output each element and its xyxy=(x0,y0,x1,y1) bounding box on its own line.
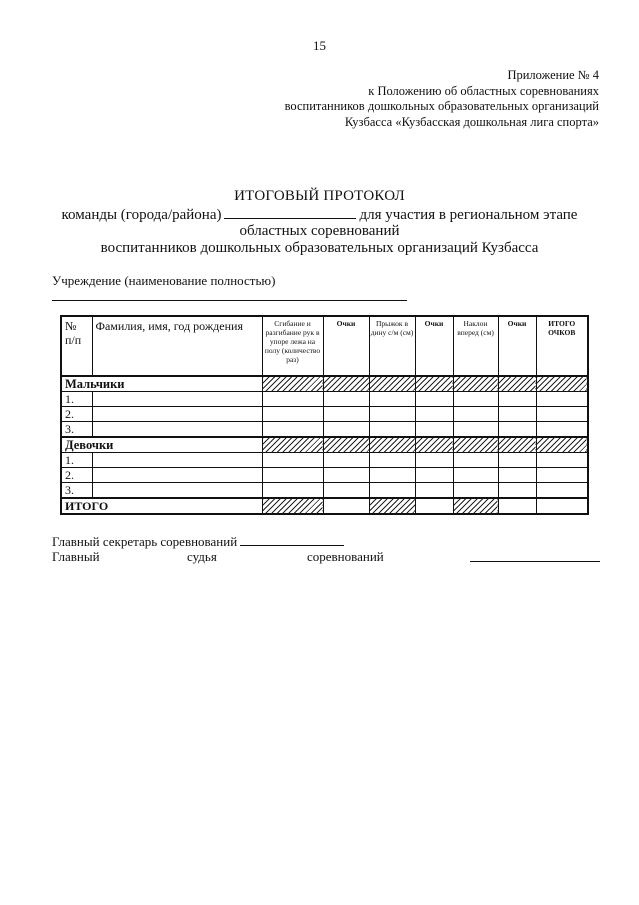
row-number: 2. xyxy=(61,407,92,422)
hatched-cell xyxy=(415,437,453,453)
name-cell[interactable] xyxy=(92,422,262,438)
hatched-cell xyxy=(415,376,453,392)
points-cell[interactable] xyxy=(415,498,453,514)
points-cell[interactable] xyxy=(498,407,536,422)
name-cell[interactable] xyxy=(92,453,262,468)
header-jump: Прыжок в дину с/м (см) xyxy=(369,316,415,376)
name-cell[interactable] xyxy=(92,468,262,483)
total-cell[interactable] xyxy=(536,468,588,483)
hatched-cell xyxy=(369,376,415,392)
table-row xyxy=(61,483,588,499)
total-cell[interactable] xyxy=(536,498,588,514)
hatched-cell xyxy=(323,376,369,392)
institution-blank-field[interactable] xyxy=(52,300,407,301)
bend-cell[interactable] xyxy=(262,407,323,422)
total-cell[interactable] xyxy=(536,407,588,422)
points-cell[interactable] xyxy=(498,392,536,407)
appendix-line: Кузбасса «Кузбасская дошкольная лига спорта» xyxy=(344,114,599,129)
points-cell[interactable] xyxy=(323,483,369,499)
tilt-cell[interactable] xyxy=(453,453,498,468)
row-number: 1. xyxy=(61,453,92,468)
points-cell[interactable] xyxy=(415,392,453,407)
points-cell[interactable] xyxy=(498,453,536,468)
hatched-cell xyxy=(262,376,323,392)
judge-label-word: судья xyxy=(187,549,217,564)
total-cell[interactable] xyxy=(536,392,588,407)
points-cell[interactable] xyxy=(323,453,369,468)
title-line-pupils: воспитанников дошкольных образовательных организаций Кузбасса xyxy=(100,240,539,256)
header-row xyxy=(61,316,588,376)
table-row xyxy=(61,422,588,438)
judge-label-word: Главный xyxy=(52,549,100,564)
total-cell[interactable] xyxy=(536,483,588,499)
jump-cell[interactable] xyxy=(369,483,415,499)
bend-cell[interactable] xyxy=(262,422,323,438)
table-row xyxy=(61,468,588,483)
row-number: 2. xyxy=(61,468,92,483)
table-row xyxy=(61,392,588,407)
appendix-line: к Положению об областных соревнованиях xyxy=(368,83,599,98)
points-cell[interactable] xyxy=(323,392,369,407)
tilt-cell[interactable] xyxy=(453,468,498,483)
tilt-cell[interactable] xyxy=(453,422,498,438)
title-team-suffix: для участия в региональном этапе xyxy=(359,207,578,223)
total-row xyxy=(61,498,588,514)
points-cell[interactable] xyxy=(415,453,453,468)
points-cell[interactable] xyxy=(498,422,536,438)
header-tilt: Наклон вперед (см) xyxy=(453,316,498,376)
hatched-cell xyxy=(262,498,323,514)
points-cell[interactable] xyxy=(323,468,369,483)
section-girls-label: Девочки xyxy=(61,437,262,453)
hatched-cell xyxy=(453,498,498,514)
hatched-cell xyxy=(453,437,498,453)
appendix-line: Приложение № 4 xyxy=(507,68,599,82)
bend-cell[interactable] xyxy=(262,392,323,407)
judge-blank-field[interactable] xyxy=(470,561,600,562)
name-cell[interactable] xyxy=(92,407,262,422)
total-cell[interactable] xyxy=(536,453,588,468)
hatched-cell xyxy=(498,437,536,453)
hatched-cell xyxy=(262,437,323,453)
title-line-team xyxy=(0,206,639,224)
tilt-cell[interactable] xyxy=(453,483,498,499)
points-cell[interactable] xyxy=(498,483,536,499)
title-team-prefix: команды (города/района) xyxy=(61,207,222,223)
points-cell[interactable] xyxy=(415,422,453,438)
row-number: 1. xyxy=(61,392,92,407)
header-points: Очки xyxy=(498,316,536,376)
points-cell[interactable] xyxy=(498,468,536,483)
secretary-signature-line xyxy=(52,534,344,550)
hatched-cell xyxy=(536,376,588,392)
table-row xyxy=(61,407,588,422)
secretary-blank-field[interactable] xyxy=(240,534,344,546)
tilt-cell[interactable] xyxy=(453,392,498,407)
hatched-cell xyxy=(498,376,536,392)
title-line-competitions: областных соревнований xyxy=(239,223,400,239)
jump-cell[interactable] xyxy=(369,422,415,438)
bend-cell[interactable] xyxy=(262,468,323,483)
header-points: Очки xyxy=(323,316,369,376)
appendix-block xyxy=(285,68,599,130)
hatched-cell xyxy=(323,437,369,453)
header-points: Очки xyxy=(415,316,453,376)
hatched-cell xyxy=(369,498,415,514)
page-number: 15 xyxy=(313,38,326,53)
total-cell[interactable] xyxy=(536,422,588,438)
header-bend: Сгибание и разгибание рук в упоре лежа на полу (количество раз) xyxy=(262,316,323,376)
points-cell[interactable] xyxy=(323,407,369,422)
points-cell[interactable] xyxy=(498,498,536,514)
institution-label: Учреждение (наименование полностью) xyxy=(52,273,276,288)
points-cell[interactable] xyxy=(323,422,369,438)
name-cell[interactable] xyxy=(92,483,262,499)
name-cell[interactable] xyxy=(92,392,262,407)
points-cell[interactable] xyxy=(415,468,453,483)
header-total: ИТОГО ОЧКОВ xyxy=(536,316,588,376)
section-girls-row xyxy=(61,437,588,453)
judge-label-word: соревнований xyxy=(307,549,384,564)
table-row xyxy=(61,453,588,468)
header-name: Фамилия, имя, год рождения xyxy=(92,316,262,376)
jump-cell[interactable] xyxy=(369,453,415,468)
section-boys-row xyxy=(61,376,588,392)
team-blank-field[interactable] xyxy=(224,206,356,219)
appendix-line: воспитанников дошкольных образовательных организаций xyxy=(284,99,599,113)
row-number: 3. xyxy=(61,422,92,438)
header-num: № п/п xyxy=(61,316,92,376)
bend-cell[interactable] xyxy=(262,483,323,499)
jump-cell[interactable] xyxy=(369,392,415,407)
document-title: ИТОГОВЫЙ ПРОТОКОЛ xyxy=(234,188,405,204)
hatched-cell xyxy=(453,376,498,392)
points-cell[interactable] xyxy=(415,483,453,499)
tilt-cell[interactable] xyxy=(453,407,498,422)
hatched-cell xyxy=(369,437,415,453)
jump-cell[interactable] xyxy=(369,468,415,483)
jump-cell[interactable] xyxy=(369,407,415,422)
section-boys-label: Мальчики xyxy=(61,376,262,392)
secretary-label: Главный секретарь соревнований xyxy=(52,534,238,549)
hatched-cell xyxy=(536,437,588,453)
bend-cell[interactable] xyxy=(262,453,323,468)
protocol-table xyxy=(60,315,589,515)
total-row-label: ИТОГО xyxy=(61,498,262,514)
points-cell[interactable] xyxy=(415,407,453,422)
row-number: 3. xyxy=(61,483,92,499)
points-cell[interactable] xyxy=(323,498,369,514)
